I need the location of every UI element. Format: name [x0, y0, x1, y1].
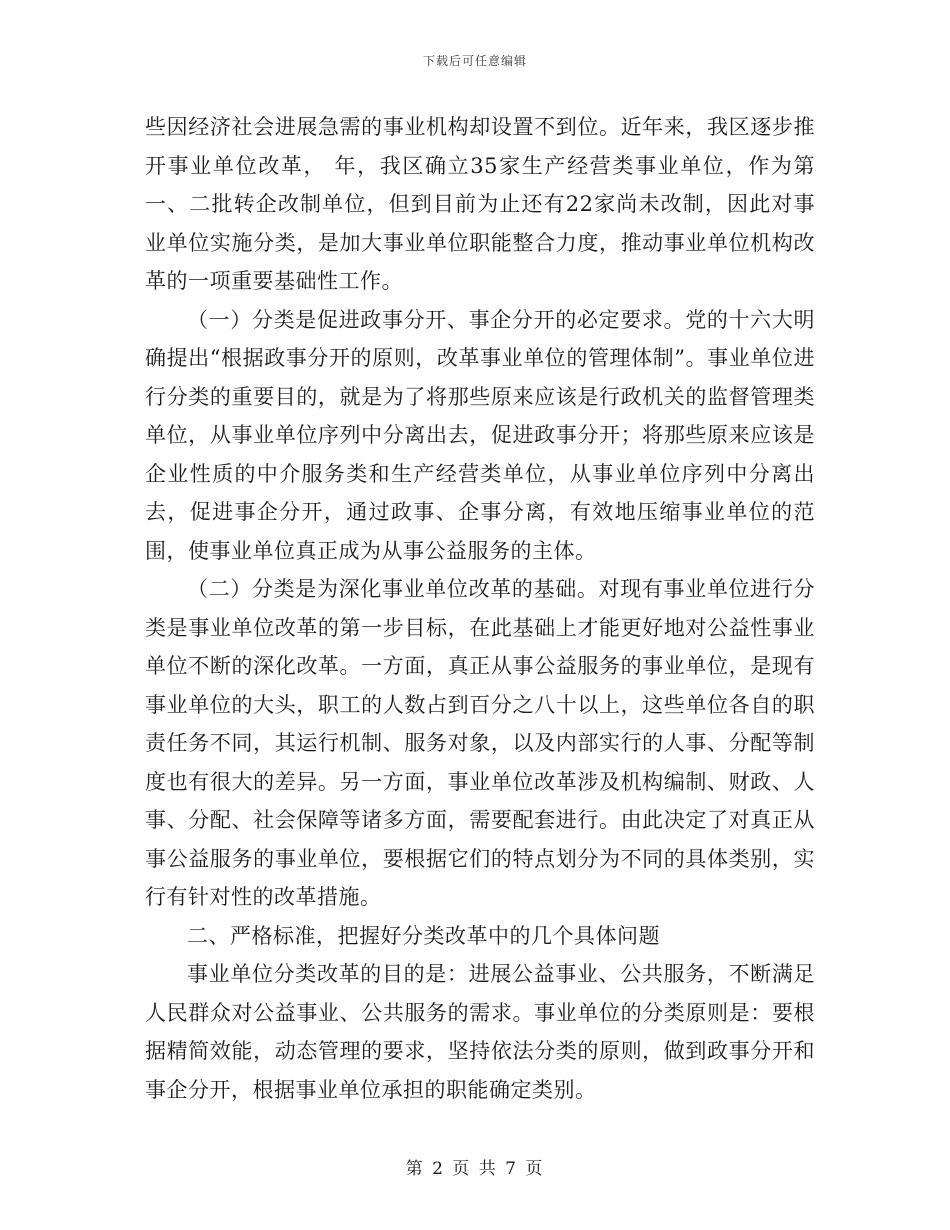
- paragraph-continuation: 些因经济社会进展急需的事业机构却设置不到位。近年来，我区逐步推开事业单位改革， 年，我区确立35家生产经营类事业单位，作为第一、二批转企改制单位，但到目前为止还有22家尚未改制，因此对事业单位实施分类，是加大事业单位职能整合力度，推动事业单位机构改革的一项重要基础性工作。: [145, 115, 815, 293]
- page-number-footer: 第 2 页 共 7 页: [405, 1159, 545, 1179]
- paragraph-section-1: （一）分类是促进政事分开、事企分开的必定要求。党的十六大明确提出“根据政事分开的原则，改革事业单位的管理体制”。事业单位进行分类的重要目的，就是为了将那些原来应该是行政机关的监督管理类单位，从事业单位序列中分离出去，促进政事分开；将那些原来应该是企业性质的中介服务类和生产经营类单位，从事业单位序列中分离出去，促进事企分开，通过政事、企事分离，有效地压缩事业单位的范围，使事业单位真正成为从事公益服务的主体。: [145, 307, 815, 563]
- paragraph-section-2: （二）分类是为深化事业单位改革的基础。对现有事业单位进行分类是事业单位改革的第一步目标，在此基础上才能更好地对公益性事业单位不断的深化改革。一方面，真正从事公益服务的事业单位，是现有事业单位的大头，职工的人数占到百分之八十以上，这些单位各自的职责任务不同，其运行机制、服务对象，以及内部实行的人事、分配等制度也有很大的差异。另一方面，事业单位改革涉及机构编制、财政、人事、分配、社会保障等诸多方面，需要配套进行。由此决定了对真正从事公益服务的事业单位，要根据它们的特点划分为不同的具体类别，实行有针对性的改革措施。: [145, 577, 815, 909]
- section-heading: 二、严格标准，把握好分类改革中的几个具体问题: [187, 923, 660, 948]
- paragraph-classification-purpose: 事业单位分类改革的目的是：进展公益事业、公共服务，不断满足人民群众对公益事业、公共服务的需求。事业单位的分类原则是：要根据精简效能，动态管理的要求，坚持依法分类的原则，做到政事分开和事企分开，根据事业单位承担的职能确定类别。: [145, 962, 815, 1102]
- page-header: 下载后可任意编辑: [422, 54, 527, 68]
- document-body: [145, 108, 815, 1109]
